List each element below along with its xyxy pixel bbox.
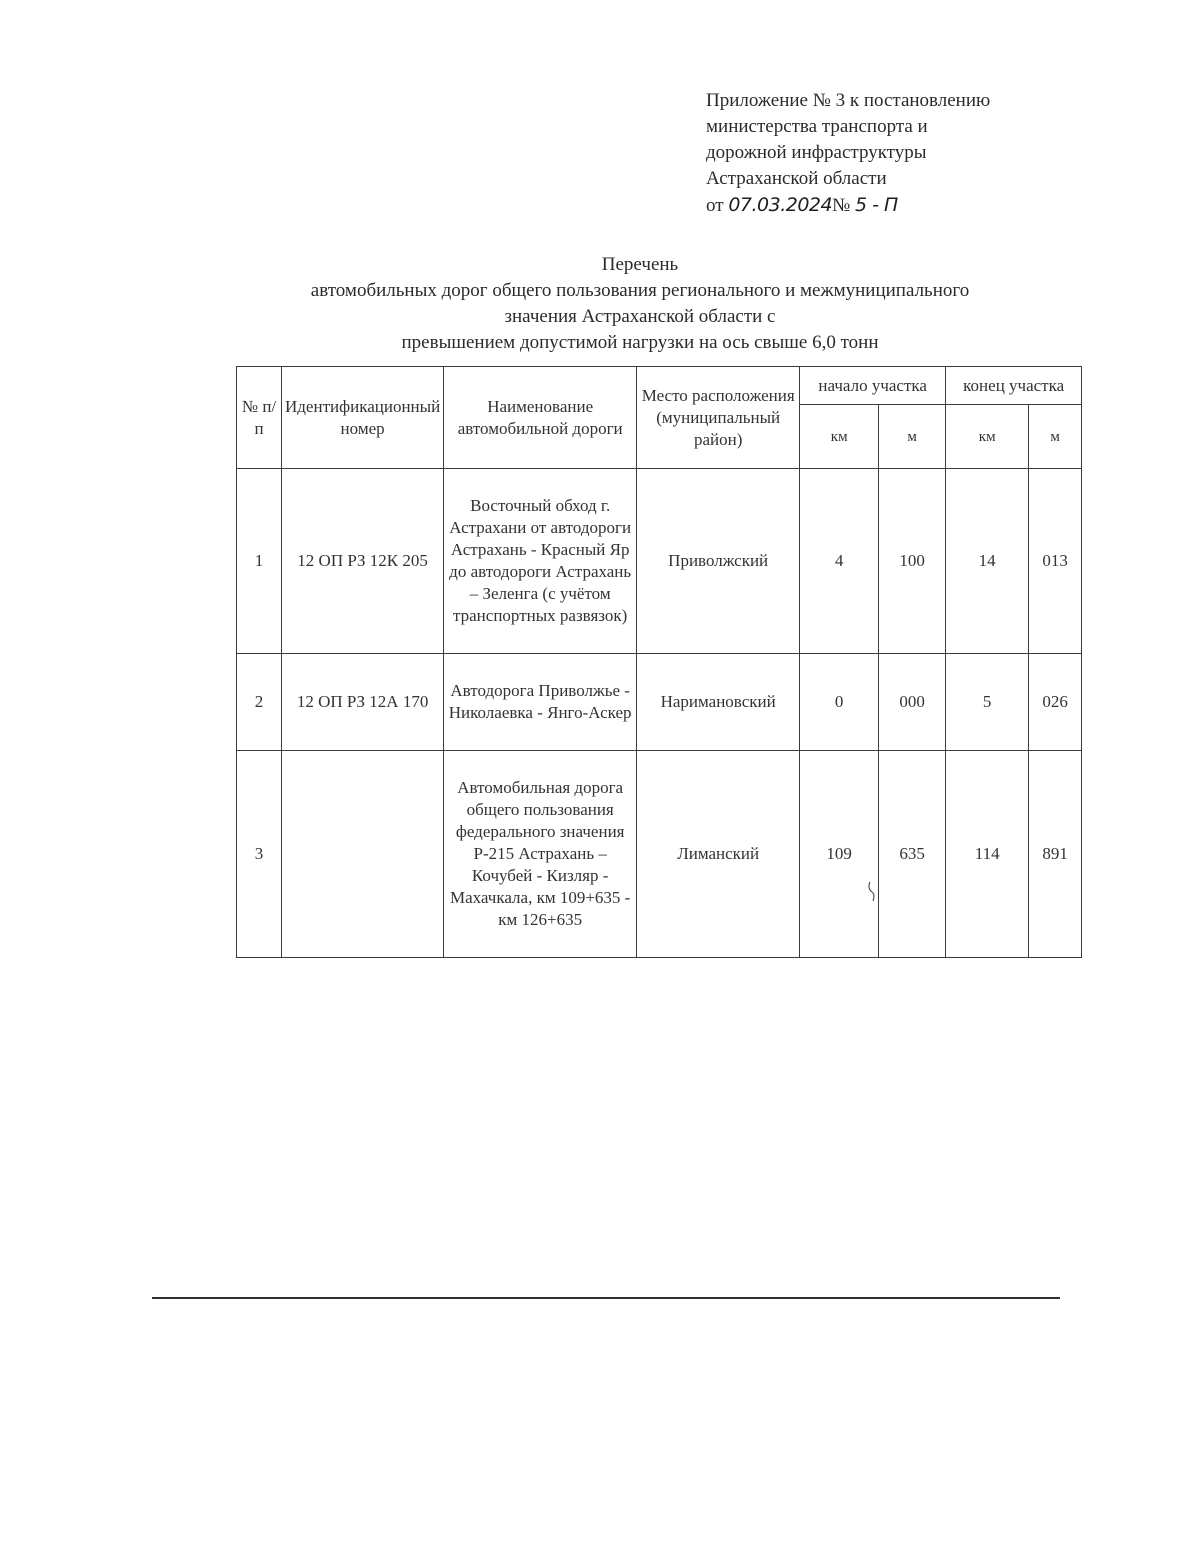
bottom-divider [152,1297,1060,1299]
cell-num: 2 [237,654,282,751]
document-title [230,252,1050,356]
header-section-end: конец участка [946,367,1082,405]
table-row [237,654,1082,751]
pen-mark-icon [866,880,880,902]
cell-end-m: 013 [1029,469,1082,654]
header-start-m: м [879,405,946,469]
appendix-line-4: Астраханской области [706,168,887,189]
header-end-m: м [1029,405,1082,469]
cell-name: Восточный обход г. Астрахани от автодороги Астрахань - Красный Яр до автодороги Астрахань – Зеленга (с учётом транспортных развязок) [444,469,637,654]
appendix-header [706,88,1046,219]
cell-end-km: 14 [946,469,1029,654]
handwritten-date: 07.03.2024 [728,194,833,216]
title-line-1: Перечень [601,254,679,275]
cell-location: Наримановский [637,654,800,751]
handwritten-number: 5 - П [855,194,898,216]
cell-id [282,751,444,958]
cell-id: 12 ОП РЗ 12А 170 [282,654,444,751]
header-id: Идентификационный номер [282,367,444,469]
header-start-km: км [800,405,879,469]
cell-end-km: 5 [946,654,1029,751]
header-num: № п/п [237,367,282,469]
appendix-line-3: дорожной инфраструктуры [706,142,927,163]
table-row [237,751,1082,958]
cell-end-km: 114 [946,751,1029,958]
cell-start-m: 100 [879,469,946,654]
roads-table [236,366,1082,958]
cell-num: 3 [237,751,282,958]
number-prefix: № [832,195,855,216]
header-section-start: начало участка [800,367,946,405]
cell-location: Лиманский [637,751,800,958]
cell-end-m: 026 [1029,654,1082,751]
cell-end-m: 891 [1029,751,1082,958]
date-prefix: от [706,195,729,216]
cell-start-km: 4 [800,469,879,654]
title-line-2: автомобильных дорог общего пользования регионального и межмуниципального [310,280,970,301]
header-name: Наименование автомобильной дороги [444,367,637,469]
title-line-3: значения Астраханской области с [504,306,776,327]
cell-start-km: 0 [800,654,879,751]
cell-name: Автомобильная дорога общего пользования федерального значения Р-215 Астрахань – Кочубей - Кизляр - Махачкала, км 109+635 - км 126+635 [444,751,637,958]
cell-start-m: 000 [879,654,946,751]
header-row-top [237,367,1082,405]
cell-start-m: 635 [879,751,946,958]
appendix-line-1: Приложение № 3 к постановлению [706,90,991,111]
cell-id: 12 ОП РЗ 12К 205 [282,469,444,654]
title-line-4: превышением допустимой нагрузки на ось свыше 6,0 тонн [401,332,879,353]
appendix-date-line [706,192,1046,219]
cell-num: 1 [237,469,282,654]
header-location: Место расположения (муниципальный район) [637,367,800,469]
appendix-line-2: министерства транспорта и [706,116,928,137]
cell-start-km: 109 [800,751,879,958]
cell-location: Приволжский [637,469,800,654]
roads-table-container [236,366,1082,958]
header-end-km: км [946,405,1029,469]
table-row [237,469,1082,654]
cell-name: Автодорога Приволжье - Николаевка - Янго-Аскер [444,654,637,751]
